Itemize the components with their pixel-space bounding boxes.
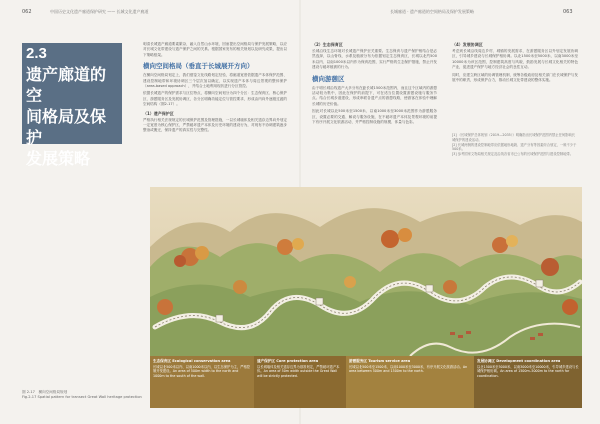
- footnotes: [452, 133, 578, 157]
- intro-paragraph: 明清长城遗产廊道要素繁杂，融入自然山水环境，因而提出空间格局与保护发展策略，以应对长城文化带建设与遗产保护之间的关系。根据国家发布的相关规划以及研究成果，提出以下策略框架。: [143, 42, 287, 57]
- right-page-number: 063: [563, 9, 573, 15]
- zone-title: 遗产保护区 Core protection area: [257, 359, 319, 363]
- figure-caption: [22, 390, 142, 400]
- body-paragraph: 严格执行相关法规规定的长城保护范围及管理措施，一以长城墙体及相关遗存边界向外划定一定宽度为核心保护区，严禁破坏遗产本体及历史环境的建设行为，对现有不协调建筑逐步整治或搬迁，保持遗产的真实性与完整性。: [143, 117, 287, 133]
- zone-text: 长城以北500米至1500米、以南1000米至3000米，有序开展文化旅游活动。An area between 500m and 1500m to the north.: [349, 364, 468, 374]
- section-title: [26, 64, 118, 169]
- zone-title: 生态保育区 Ecological conservation area: [153, 359, 231, 363]
- section-title-line: 遗产廊道的空: [26, 65, 107, 105]
- footnote: [1] 《长城保护总体规划（2019—2035）》明确指出长城保护范围内禁止任何影响长城保护的建设活动。: [452, 133, 576, 142]
- text-column-3: [452, 42, 578, 85]
- footnote: [2] 长城两侧的建设控制地带应依据地形地貌、遗产分布等因素综合划定，一般不少于500米。: [452, 142, 577, 152]
- right-running-header: 长城廊道 · 遗产廊道的空间格局及保护发展策略: [390, 9, 474, 14]
- zone-title: 游憩服务区 Tourism service area: [349, 359, 411, 363]
- zone-band-tourism: [346, 356, 474, 408]
- section-number: 2.3: [26, 45, 47, 62]
- caption-en: Fig.2-17 Spatial pattern for transect Great Wall heritage protection: [22, 395, 142, 399]
- body-paragraph: 长城沿线生态环境对长城遗产保护至关重要。生态保育与遗产保护相结合是必然选择，以山脊线、水系及植被分布为依据划定生态保育区，长城以北约500米以内、以南1000米以内作为保育范围，实行严格的生态保护措施，禁止开发建设与破坏植被的行为。: [312, 49, 437, 70]
- body-paragraph: 在横向空间格局划定上，我们借鉴文化线路划定经验，将廊道宽度依据遗产本体保护范围、建设控制地带和环境协调区三个层次加以确定，以实现遗产本体与周边景观的整体保护（area-based approach），并结合土地利用现状进行分区管控。: [143, 73, 287, 89]
- section-heading: 横向游憩区: [312, 74, 345, 83]
- body-paragraph: 同时，应建立跨区域的协调管理机制，统筹各级政府及相关部门在长城保护与发展中的职责，形成保护合力，推动长城文化带建设的整体实施。: [452, 72, 578, 83]
- zone-text: 以长城墙体及相关遗存边界为基准划定，严禁破坏遗产本体。An area of 50m width outside the Great Wall will be strictly protected.: [257, 364, 340, 378]
- section-heading: 横向空间格局（垂直于长城展开方向）: [143, 62, 254, 71]
- body-paragraph: 依据长城遗产的保护需求与区位特点，将横向空间划分为四个分区：生态保育区、核心保护区、游憩服务区及发展协调区，各分区明确功能定位与管控要求，形成由内向外逐级过渡的空间结构（图2-17）。: [143, 91, 287, 107]
- body-paragraph: 由于明长城沿线遗产大多分布在距长城1500米范围内，而且这个区域内的游憩活动较为集中，因此在保护的前提下，可在适当位置设置游憩设施与服务节点。结合长城步道建设，形成串联各遗产点的游憩线路，使游客在体验中理解长城的历史价值。: [312, 85, 437, 106]
- zone-text: 长城以北500米以内、以南1000米以内，以生态保护为主，严格控制开发建设。An area of 500m width to the north and 1000m to the south of the wall.: [153, 364, 251, 378]
- sub-heading: （4）发展协调区: [452, 42, 483, 47]
- zone-title: 发展协调区 Development coordination area: [477, 359, 561, 363]
- section-title-line: 发展策略: [26, 149, 91, 168]
- zone-band-core: [254, 356, 346, 408]
- body-paragraph: 因此对长城以北500米至1500米、以南1000米至3000米范围作为游憩服务区，设置必要的交通、解说与服务设施，在不破坏遗产本体及景观环境的前提下有序开展文化旅游活动，并严格控制设施的规模、体量与色彩。: [312, 109, 437, 125]
- sub-heading: （1）遗产保护区: [143, 110, 174, 116]
- zone-band-ecological: [150, 356, 254, 408]
- section-title-line: 间格局及保护: [26, 107, 107, 147]
- footnote: [3] 参考国家文物局相关规定及沿线各省市已公布的长城保护范围与建设控制地带。: [452, 152, 574, 157]
- text-column-2: [312, 42, 437, 127]
- left-page-number: 062: [22, 9, 32, 15]
- section-title-block: [22, 43, 122, 168]
- left-running-header: 中国历史文化遗产廊道保护研究 —— 长城文化遗产廊道: [50, 9, 149, 14]
- body-paragraph: 考虑到长城沿线周边乡村、城镇的发展需求，在游憩服务区以外划定发展协调区，引导城乡建设与长城保护相协调。以北1500米至5000米、以南3000米至10000米为该区范围，控制建筑高度与风貌，鼓励发展与长城文化相关的特色产业，促进遗产保护与地方经济社会的良性互动。: [452, 49, 578, 70]
- zone-band-development: [474, 356, 582, 408]
- caption-cn: 图 2-17 横向空间格局规划: [22, 390, 68, 394]
- zone-text: 以北1500米至5000米、以南3000米至10000米，引导城乡建设与长城保护相协调。An area of 1500m–5000m to the north for coordination.: [477, 364, 579, 378]
- sub-heading: （2）生态保育区: [312, 42, 343, 47]
- text-column-1: [143, 42, 287, 136]
